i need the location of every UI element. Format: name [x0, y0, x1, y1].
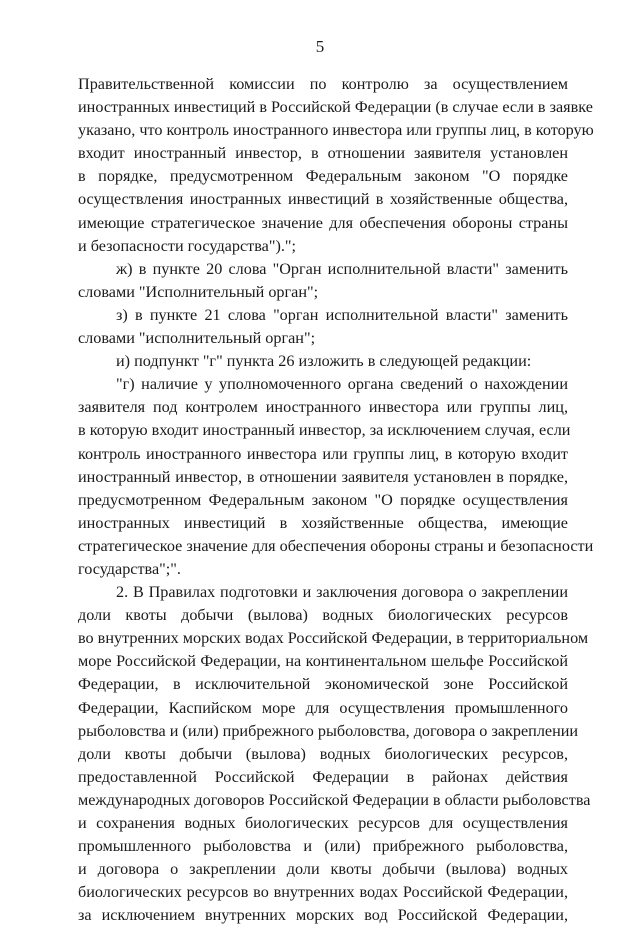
text-line: контроль иностранного инвестора или группы лиц, в которую входит — [78, 444, 568, 463]
text-line: рыболовства и (или) прибрежного рыболовства, договора о закреплении — [78, 721, 579, 740]
text-line: море Российской Федерации, на континентальном шельфе Российской — [78, 652, 568, 671]
text-line: словами "исполнительный орган"; — [78, 329, 316, 348]
text-line: и безопасности государства")."; — [78, 236, 296, 255]
text-line: стратегическое значение для обеспечения обороны страны и безопасности — [78, 536, 594, 555]
text-line: "г) наличие у уполномоченного органа сведений о нахождении — [116, 375, 568, 394]
text-line: промышленного рыболовства и (или) прибрежного рыболовства, — [78, 837, 568, 856]
text-line: ж) в пункте 20 слова "Орган исполнительной власти" заменить — [116, 259, 568, 278]
text-line: указано, что контроль иностранного инвестора или группы лиц, в которую — [78, 121, 594, 140]
text-line: осуществления иностранных инвестиций в хозяйственные общества, — [78, 190, 568, 209]
text-line: доли квоты добычи (вылова) водных биологических ресурсов, — [78, 744, 568, 763]
text-line: Правительственной комиссии по контролю за осуществлением — [78, 75, 568, 93]
text-line: предусмотренном Федеральным законом "О порядке осуществления — [78, 490, 568, 509]
text-line: и) подпункт "г" пункта 26 изложить в следующей редакции: — [116, 352, 532, 371]
text-line: Федерации, Каспийском море для осуществления промышленного — [78, 698, 568, 717]
text-line: иностранный инвестор, в отношении заявителя установлен в порядке, — [78, 467, 568, 486]
text-line: иностранных инвестиций в Российской Федерации (в случае если в заявке — [78, 98, 593, 117]
text-line: биологических ресурсов во внутренних водах Российской Федерации, — [78, 883, 568, 902]
text-line: за исключением внутренних морских вод Российской Федерации, — [78, 906, 568, 925]
text-line: заявителя под контролем иностранного инвестора или группы лиц, — [78, 398, 568, 417]
text-line: в которую входит иностранный инвестор, за исключением случая, если — [78, 421, 571, 440]
text-line: предоставленной Российской Федерации в районах действия — [78, 767, 568, 786]
text-line: в порядке, предусмотренном Федеральным законом "О порядке — [78, 167, 568, 186]
page-number: 5 — [315, 37, 325, 56]
text-line: Федерации, в исключительной экономической зоне Российской — [78, 675, 568, 694]
text-line: словами "Исполнительный орган"; — [78, 282, 319, 301]
text-line: з) в пункте 21 слова "орган исполнительной власти" заменить — [116, 305, 568, 324]
text-line: во внутренних морских водах Российской Федерации, в территориальном — [78, 629, 589, 648]
document-body — [78, 73, 594, 927]
text-line: международных договоров Российской Федерации в области рыболовства — [78, 790, 591, 809]
text-line: и договора о закреплении доли квоты добычи (вылова) водных — [78, 860, 568, 879]
text-line: доли квоты добычи (вылова) водных биологических ресурсов — [78, 606, 568, 625]
text-line: государства";". — [78, 559, 181, 578]
text-line: и сохранения водных биологических ресурсов для осуществления — [78, 814, 568, 832]
text-line: имеющие стратегическое значение для обеспечения обороны страны — [78, 213, 568, 232]
text-line: иностранных инвестиций в хозяйственные общества, имеющие — [78, 513, 568, 532]
text-line: 2. В Правилах подготовки и заключения договора о закреплении — [116, 583, 568, 602]
text-line: входит иностранный инвестор, в отношении заявителя установлен — [78, 144, 568, 163]
